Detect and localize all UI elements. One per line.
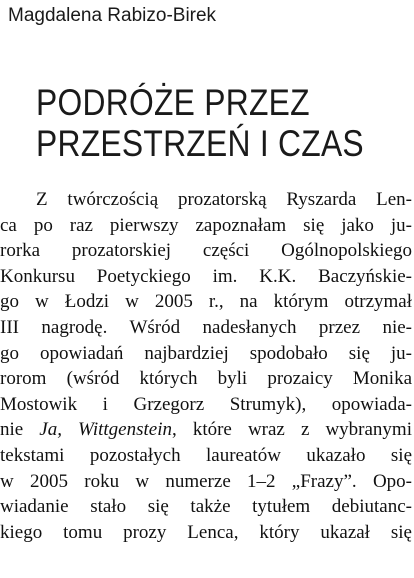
title-line-2: PRZESTRZEŃ I CZAS [36,123,364,164]
body-line: kiego tomu prozy Lenca, który ukazał się [0,521,412,543]
story-title-italic: Ja, Wittgenstein [39,419,172,441]
body-line: III nagrodę. Wśród nadesłanych przez nie- [0,316,412,338]
body-line: go opowiadań najbardziej spodobało się ju- [0,342,412,364]
body-line: ca po raz pierwszy zapoznałam się jako ju- [0,214,412,236]
body-line: Mostowik i Grzegorz Strumyk), opowiada- [0,393,412,415]
body-line: rorka prozatorskiej części Ogólnopolskiego [0,240,412,262]
author-name: Magdalena Rabizo-Birek [8,5,217,26]
body-line: Konkursu Poetyckiego im. K.K. Baczyńskie- [0,265,412,287]
article-title [36,82,364,164]
body-line-with-italic-title: nie Ja, Wittgenstein, które wraz z wybranymi [0,419,412,441]
body-line: tekstami pozostałych laureatów ukazało się [0,444,412,466]
body-line: wiadanie stało się także tytułem debiutanc- [0,496,412,518]
body-line: Z twórczością prozatorską Ryszarda Len- [36,189,412,210]
body-line: rorom (wśród których byli prozaicy Monika [0,368,412,390]
body-line: w 2005 roku w numerze 1–2 „Frazy”. Opo- [0,470,412,492]
body-line: go w Łodzi w 2005 r., na którym otrzymał [0,291,412,313]
article-body [0,187,412,545]
title-line-1: PODRÓŻE PRZEZ [36,82,310,123]
